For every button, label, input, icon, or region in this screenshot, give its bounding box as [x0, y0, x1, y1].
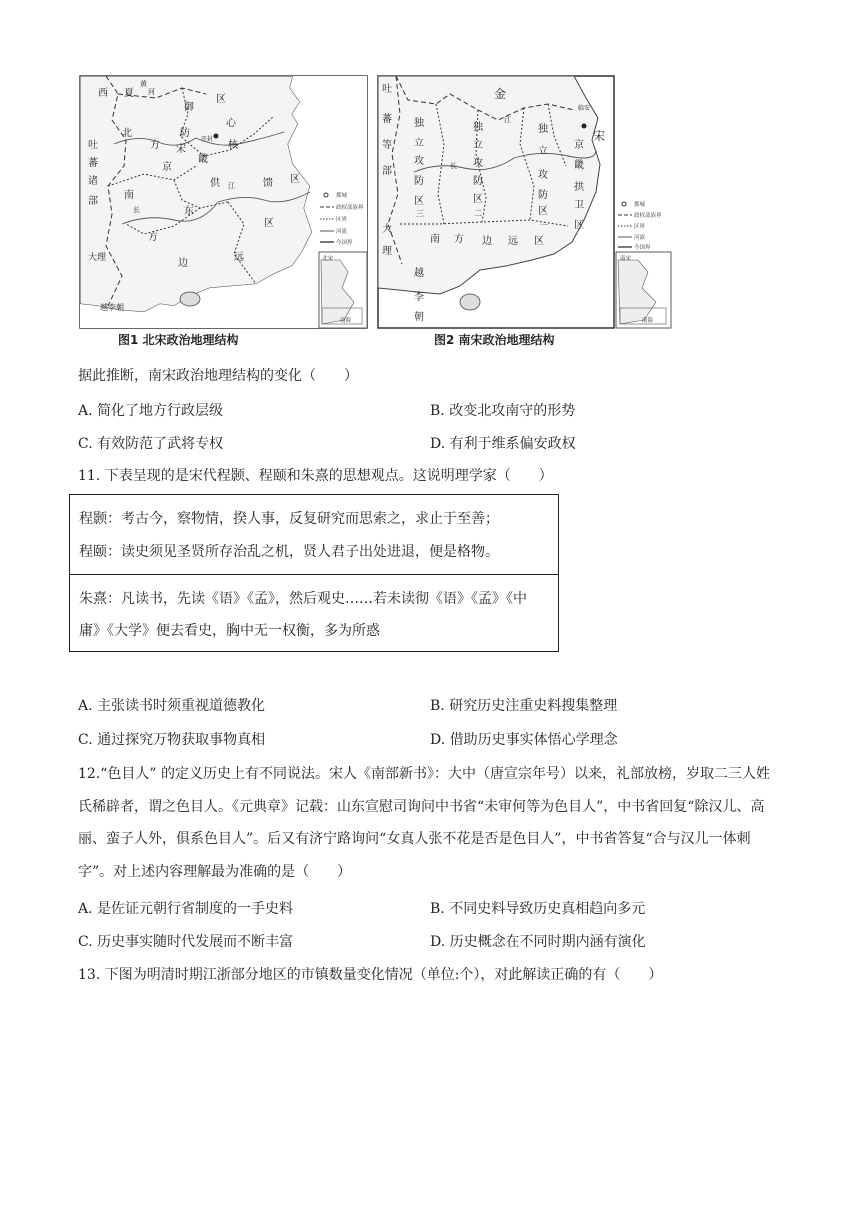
q10-options-row-2 [78, 433, 778, 453]
svg-text:黄: 黄 [140, 80, 147, 88]
svg-text:江: 江 [504, 116, 511, 124]
svg-text:南宋: 南宋 [620, 256, 632, 262]
svg-text:边: 边 [178, 258, 188, 269]
q11-options-row-1 [78, 695, 778, 715]
svg-text:河流: 河流 [634, 235, 646, 241]
map-1-inset [319, 252, 367, 328]
q10-option-d[interactable]: D. 有利于维系偏安政权 [430, 436, 576, 452]
svg-text:二: 二 [474, 209, 482, 218]
svg-text:吐: 吐 [88, 140, 98, 151]
svg-text:区: 区 [574, 220, 584, 231]
svg-text:东: 东 [184, 206, 194, 217]
svg-text:京: 京 [574, 140, 584, 151]
svg-text:诸: 诸 [88, 176, 98, 187]
svg-text:核: 核 [228, 140, 238, 151]
svg-text:边: 边 [482, 236, 492, 247]
q12-option-c[interactable]: C. 历史事实随时代发展而不断丰富 [78, 934, 294, 950]
svg-text:区: 区 [534, 236, 544, 247]
q11-stem: 11. 下表呈现的是宋代程颢、程颐和朱熹的思想观点。这说明理学家（ ） [78, 468, 553, 484]
svg-text:供: 供 [210, 178, 220, 189]
svg-text:御: 御 [184, 102, 194, 113]
svg-text:北: 北 [122, 128, 132, 139]
svg-text:攻: 攻 [538, 170, 548, 181]
svg-text:长: 长 [133, 206, 140, 214]
svg-text:今国界: 今国界 [336, 240, 353, 246]
svg-text:部: 部 [382, 166, 392, 177]
svg-text:区界: 区界 [634, 224, 646, 230]
svg-text:大: 大 [382, 224, 392, 235]
q11-quote-chenghao: 程颢：考古今，察物情，揆人事，反复研究而思索之，求止于至善； [79, 511, 499, 527]
svg-text:攻: 攻 [473, 158, 483, 169]
svg-text:金: 金 [494, 87, 507, 101]
svg-text:防: 防 [473, 176, 483, 187]
svg-text:区: 区 [538, 206, 548, 217]
svg-text:畿: 畿 [198, 154, 208, 165]
svg-text:朝: 朝 [414, 312, 424, 323]
q13-stem: 13. 下图为明清时期江浙部分地区的市镇数量变化情况（单位:个），对此解读正确的有（ ） [78, 967, 663, 983]
svg-text:独: 独 [538, 124, 548, 135]
svg-text:区: 区 [473, 194, 483, 205]
svg-text:畿: 畿 [574, 160, 584, 171]
svg-text:卫: 卫 [574, 200, 584, 211]
capital-marker [214, 134, 219, 139]
svg-text:立: 立 [414, 138, 424, 149]
svg-text:蕃: 蕃 [382, 114, 392, 125]
q10-option-b[interactable]: B. 改变北攻南守的形势 [430, 403, 576, 419]
svg-text:独: 独 [414, 118, 424, 129]
svg-text:江: 江 [228, 182, 235, 190]
svg-text:长: 长 [450, 162, 457, 170]
q12-option-b[interactable]: B. 不同史料导致历史真相趋向多元 [430, 901, 646, 917]
svg-text:拱: 拱 [574, 182, 584, 193]
svg-text:京: 京 [162, 162, 172, 173]
svg-text:一: 一 [540, 221, 548, 230]
svg-text:吐: 吐 [382, 84, 392, 95]
svg-text:开封: 开封 [201, 136, 214, 143]
svg-text:独: 独 [473, 122, 483, 133]
svg-text:越李朝: 越李朝 [100, 303, 124, 312]
q10-option-c[interactable]: C. 有效防范了武将专权 [78, 436, 224, 452]
q11-table-row-1 [70, 495, 558, 575]
svg-text:西: 西 [98, 88, 108, 99]
svg-text:宋: 宋 [176, 144, 186, 155]
q12-option-a[interactable]: A. 是佐证元朝行省制度的一手史料 [78, 901, 294, 917]
svg-text:南海: 南海 [642, 318, 654, 324]
svg-text:临安: 临安 [578, 105, 591, 112]
q12-options-row-2 [78, 931, 778, 951]
q10-options-row-1 [78, 400, 778, 420]
svg-text:部: 部 [88, 196, 98, 207]
svg-text:区: 区 [264, 218, 274, 229]
q10-stem: 据此推断，南宋政治地理结构的变化（ ） [78, 368, 358, 384]
svg-text:远: 远 [508, 236, 518, 247]
q11-quote-table [69, 494, 559, 652]
map-1-caption: 图1 北宋政治地理结构 [118, 333, 239, 347]
q11-quote-zhuxi-line-1: 朱熹：凡读书，先读《语》《孟》，然后观史……若未读彻《语》《孟》《中 [79, 591, 527, 607]
svg-text:防: 防 [538, 190, 548, 201]
svg-text:方: 方 [148, 232, 158, 243]
q10-option-a[interactable]: A. 简化了地方行政层级 [78, 403, 224, 419]
svg-text:立: 立 [538, 146, 548, 157]
q12-stem: 12.“色目人” 的定义历史上有不同说法。宋人《南部新书》：大中（唐宣宗年号）以来，礼部放榜，岁取二三人姓氏稀辟者，谓之色目人。《元典章》记载：山东宣慰司询问中书省“未审何等为色目人”，中书省回复“除汉儿、高丽、蛮子人外，俱系色目人”。后又有济宁路询问“女真人张不花是否是色目人”，中书省答复“合与汉儿一体刺字”。对上述内容理解最为准确的是（ ） [78, 766, 771, 880]
q11-quote-zhuxi-line-2: 庸》《大学》便去看史，胸中无一权衡，多为所惑 [79, 623, 380, 639]
svg-text:立: 立 [473, 140, 483, 151]
svg-text:心: 心 [226, 118, 236, 129]
svg-text:都城: 都城 [634, 202, 646, 208]
svg-text:李: 李 [414, 292, 424, 303]
q11-quote-chengyi: 程颐：读史须见圣贤所存治乱之机，贤人君子出处进退，便是格物。 [79, 544, 499, 560]
svg-text:区界: 区界 [336, 217, 348, 223]
svg-text:北宋: 北宋 [322, 256, 334, 262]
svg-text:区: 区 [216, 94, 226, 105]
svg-text:等: 等 [382, 140, 392, 151]
map-figure [78, 74, 674, 352]
q11-option-c[interactable]: C. 通过探究万物获取事物真相 [78, 732, 266, 748]
svg-text:三: 三 [416, 209, 424, 218]
svg-text:区: 区 [290, 174, 300, 185]
svg-text:防: 防 [414, 176, 424, 187]
map-2-legend [618, 200, 662, 251]
svg-text:方: 方 [454, 234, 464, 245]
svg-text:远: 远 [234, 252, 244, 263]
svg-text:河: 河 [148, 88, 155, 96]
svg-text:南: 南 [124, 190, 134, 201]
svg-text:夏: 夏 [124, 88, 134, 99]
svg-text:方: 方 [150, 140, 160, 151]
svg-text:攻: 攻 [414, 156, 424, 167]
q12-options-row-1 [78, 898, 778, 918]
map-2-inset [616, 252, 671, 328]
svg-text:蕃: 蕃 [88, 158, 98, 169]
svg-text:都城: 都城 [336, 193, 348, 199]
q11-option-b[interactable]: B. 研究历史注重史料搜集整理 [430, 698, 618, 714]
svg-text:宋: 宋 [593, 129, 606, 143]
capital-marker [582, 124, 587, 129]
svg-text:南: 南 [430, 234, 440, 245]
q11-option-a[interactable]: A. 主张读书时须重视道德教化 [78, 698, 266, 714]
svg-text:政权部族界: 政权部族界 [634, 213, 662, 219]
q11-options-row-2 [78, 729, 778, 749]
svg-text:南海: 南海 [340, 318, 352, 324]
map-2-caption: 图2 南宋政治地理结构 [434, 333, 555, 347]
svg-text:防: 防 [180, 128, 190, 139]
svg-text:政权部族界: 政权部族界 [336, 205, 364, 211]
svg-text:河流: 河流 [336, 229, 348, 235]
svg-text:越: 越 [414, 268, 424, 279]
svg-text:大理: 大理 [88, 253, 107, 263]
q11-option-d[interactable]: D. 借助历史事实体悟心学理念 [430, 732, 618, 748]
svg-text:区: 区 [414, 196, 424, 207]
q12-option-d[interactable]: D. 历史概念在不同时期内涵有演化 [430, 934, 646, 950]
svg-text:馈: 馈 [263, 178, 273, 189]
svg-text:今国界: 今国界 [634, 245, 651, 251]
svg-text:理: 理 [382, 246, 392, 257]
map-2-southern-song [378, 76, 671, 328]
map-1-northern-song [80, 76, 367, 328]
